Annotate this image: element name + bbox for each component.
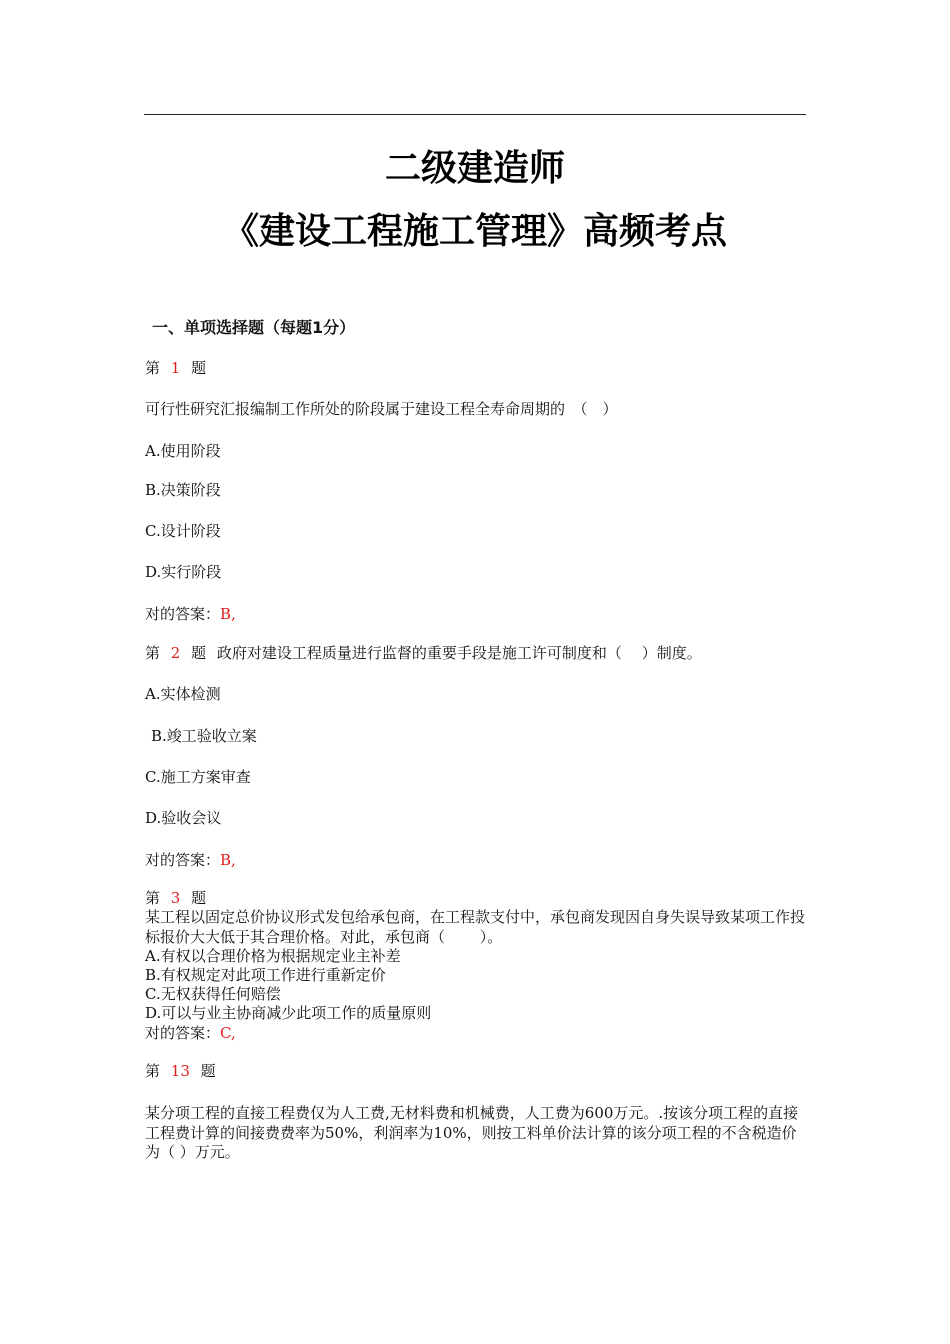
question-suffix: 题: [191, 644, 207, 662]
doc-title: 二级建造师: [384, 148, 565, 189]
option-d: D.实行阶段: [145, 563, 222, 581]
answer-value: C,: [220, 1024, 236, 1042]
option-b: B.有权规定对此项工作进行重新定价: [145, 966, 386, 984]
question-prefix: 第: [145, 889, 161, 907]
section-heading: 一、单项选择题（每题1分）: [152, 318, 356, 337]
question-number-line: [145, 644, 702, 663]
doc-subtitle: 《建设工程施工管理》高频考点: [222, 211, 727, 252]
option-a: A.实体检测: [145, 685, 221, 703]
header-rule: [144, 114, 806, 115]
question-prefix: 第: [145, 359, 161, 377]
question-stem: 政府对建设工程质量进行监督的重要手段是施工许可制度和（ ）制度。: [216, 644, 702, 662]
option-d: D.验收会议: [145, 809, 222, 827]
option-b: B.决策阶段: [145, 481, 221, 499]
question-stem: 某工程以固定总价协议形式发包给承包商，在工程款支付中，承包商发现因自身失误导致某项工作投标报价大大低于其合理价格。对此，承包商（ ）。: [145, 908, 806, 946]
option-a: A.使用阶段: [145, 442, 221, 460]
option-c: C.无权获得任何赔偿: [145, 985, 281, 1003]
question-number: 1: [170, 359, 181, 377]
question-suffix: 题: [191, 359, 207, 377]
option-d: D.可以与业主协商减少此项工作的质量原则: [145, 1004, 432, 1022]
question-stem: 可行性研究汇报编制工作所处的阶段属于建设工程全寿命周期的 （ ）: [145, 400, 618, 418]
question-stem: 某分项工程的直接工程费仅为人工费,无材料费和机械费，人工费为600万元。.按该分项工程的直接工程费计算的间接费费率为50%，利润率为10%，则按工料单价法计算的该分项工程的不含税造价为（ ）万元。: [145, 1104, 799, 1161]
question-number-line: [145, 1062, 216, 1081]
answer-value: B,: [220, 851, 236, 869]
answer-value: B,: [220, 605, 236, 623]
question-suffix: 题: [191, 889, 207, 907]
option-c: C.施工方案审查: [145, 768, 251, 786]
answer-label: 对的答案：: [145, 1024, 221, 1042]
answer-line: [145, 605, 236, 624]
question-prefix: 第: [145, 644, 161, 662]
question-number: 3: [170, 889, 181, 907]
answer-label: 对的答案：: [145, 851, 221, 869]
question-number: 2: [170, 644, 181, 662]
question-prefix: 第: [145, 1062, 161, 1080]
question-suffix: 题: [200, 1062, 216, 1080]
option-a: A.有权以合理价格为根据规定业主补差: [145, 947, 401, 965]
option-b: B.竣工验收立案: [151, 727, 257, 745]
answer-label: 对的答案：: [145, 605, 221, 623]
question-number-line: [145, 359, 206, 378]
question-number-line: [145, 889, 206, 908]
option-c: C.设计阶段: [145, 522, 221, 540]
question-number: 13: [170, 1062, 190, 1080]
answer-line: [145, 1024, 236, 1043]
answer-line: [145, 851, 236, 870]
